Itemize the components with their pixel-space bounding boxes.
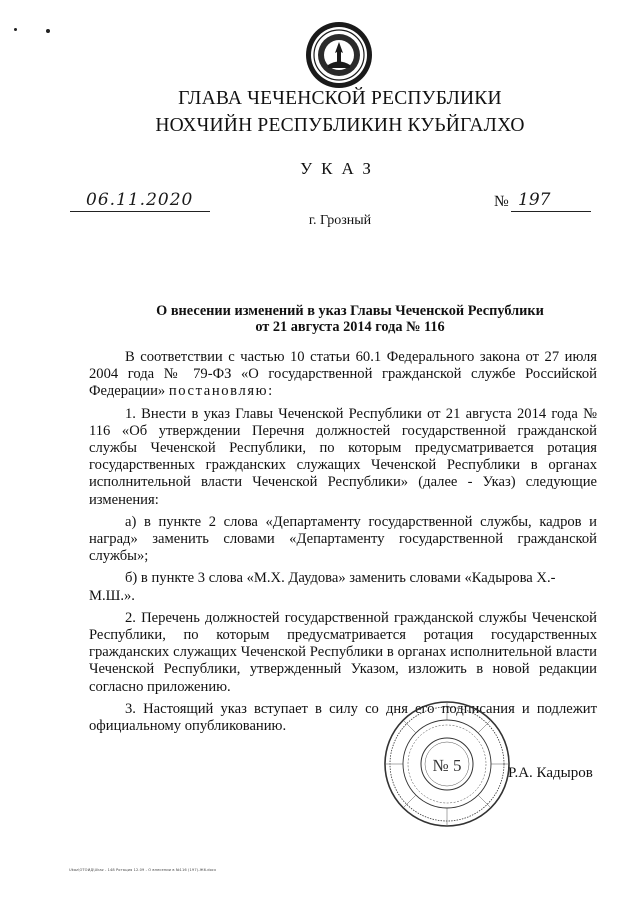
official-seal xyxy=(383,700,511,828)
number-sign: № xyxy=(494,193,509,210)
document-type: УКАЗ xyxy=(300,159,380,178)
city: г. Грозный xyxy=(308,213,372,228)
document-date: 06.11.2020 xyxy=(86,190,194,210)
preamble-text: В соответствии с частью 10 статьи 60.1 Федерального закона от 27 июля 2004 года № 79-ФЗ «О государственной гражданской службе Российской Федерации» xyxy=(89,349,597,400)
preamble xyxy=(89,349,597,401)
date-underline xyxy=(70,211,210,212)
scan-speck xyxy=(14,28,17,31)
stamp-number: № 5 xyxy=(432,756,462,775)
item-1a: а) в пункте 2 слова «Департаменту государственной службы, кадров и наград» заменить словами «Департаменту государственной гражданской службы»; xyxy=(89,513,597,565)
signer-name: Р.А. Кадыров xyxy=(508,765,593,781)
footer-file-path: Ukaz\ОТОИД\Ukaz - 148 Ротация 12.09 - О внесении в №116 (197)-Ж6.docx xyxy=(69,868,217,872)
item-3: 3. Настоящий указ вступает в силу со дня его подписания и подлежит официальному опубликованию. xyxy=(89,700,597,735)
number-underline xyxy=(511,211,591,212)
title-line-1: О внесении изменений в указ Главы Чеченской Республики xyxy=(156,303,544,319)
item-1: 1. Внести в указ Главы Чеченской Республики от 21 августа 2014 года № 116 «Об утверждении Перечня должностей государственной гражданской службы Чеченской Республики, по которым предусматривается ротация государственных гражданских служащих Чеченской Республики в органах исполнительной власти Чеченской Республики» (далее - Указ) следующие изменения: xyxy=(89,405,597,508)
decree-title xyxy=(80,303,620,335)
scan-speck xyxy=(46,29,50,33)
document-number: 197 xyxy=(518,190,551,210)
coat-of-arms-icon xyxy=(304,20,374,90)
org-name-ru: ГЛАВА ЧЕЧЕНСКОЙ РЕСПУБЛИКИ xyxy=(178,88,502,109)
item-1b: б) в пункте 3 слова «М.Х. Даудова» заменить словами «Кадырова Х.-М.Ш.». xyxy=(89,570,556,604)
org-name-ce: НОХЧИЙН РЕСПУБЛИКИН КУЬЙГАЛХО xyxy=(155,115,525,136)
item-2: 2. Перечень должностей государственной гражданской службы Чеченской Республики, по которым предусматривается ротация государственных гражданских служащих Чеченской Республики в органах исполнительной власти Чеченской Республики, утвержденный Указом, изложить в новой редакции согласно приложению. xyxy=(89,609,597,695)
preamble-verb: постановляю: xyxy=(168,383,274,400)
decree-body xyxy=(89,349,597,740)
title-line-2: от 21 августа 2014 года № 116 xyxy=(255,319,445,335)
